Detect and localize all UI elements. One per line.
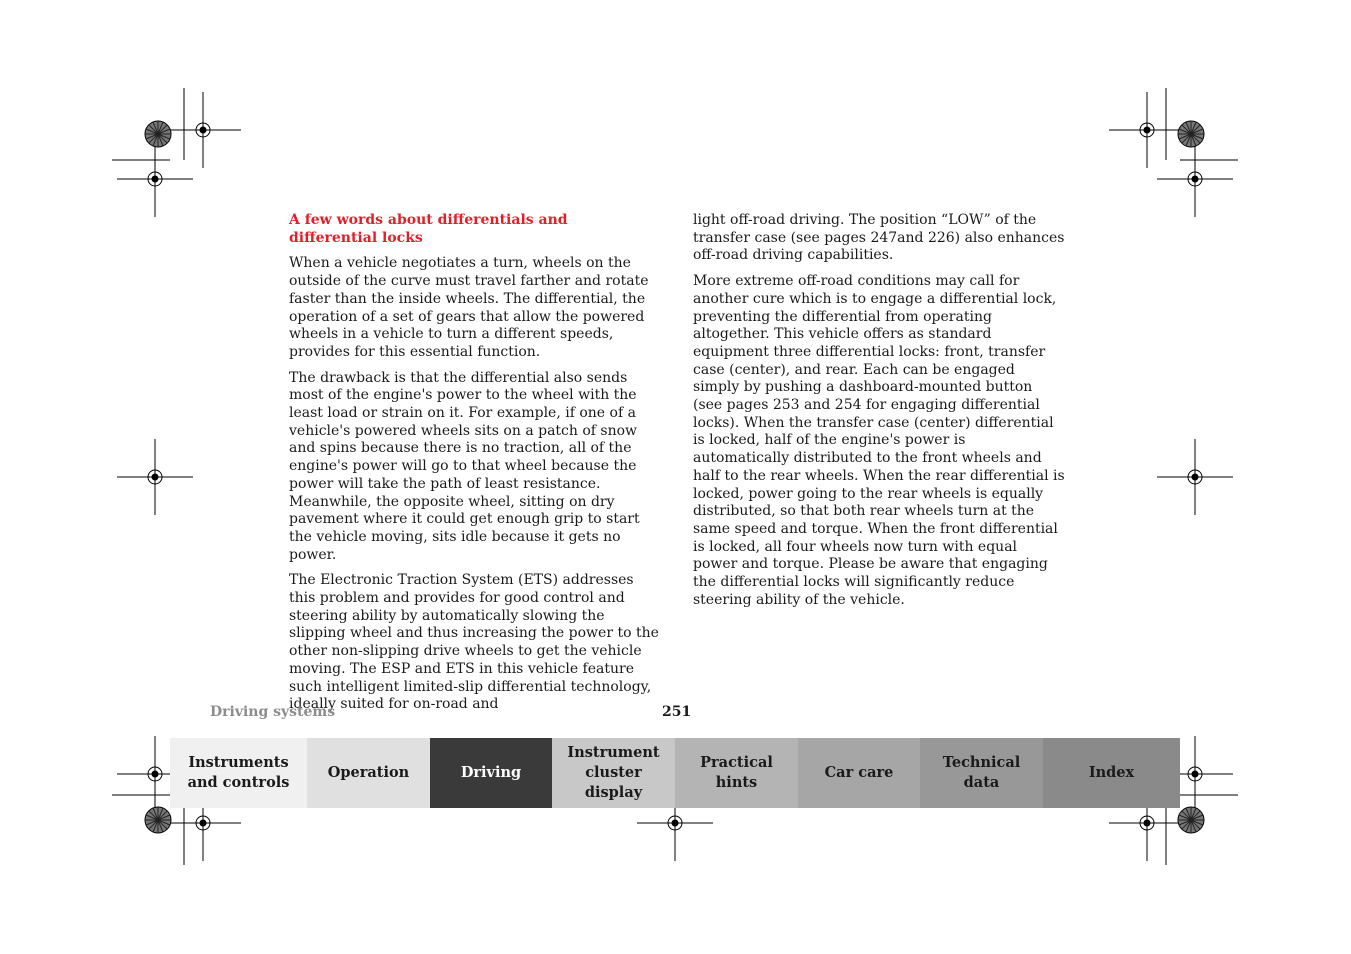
tab-label: Driving bbox=[460, 764, 522, 781]
color-star-icon bbox=[145, 807, 171, 833]
footer-section-title: Driving systems bbox=[210, 704, 336, 720]
section-heading: A few words about differentials and differential locks bbox=[289, 212, 568, 246]
paragraph: When a vehicle negotiates a turn, wheels on the outside of the curve must travel farther and rotate faster than the inside wheels. The differential, the operation of a set of gears that allow the powered wheels in a vehicle to turn a different speeds, provides for this essential function. bbox=[289, 255, 649, 360]
registration-mark-icon bbox=[165, 92, 241, 168]
color-star-icon bbox=[145, 121, 171, 147]
tab-instruments-and-controls[interactable] bbox=[170, 738, 307, 808]
tab-index[interactable] bbox=[1043, 738, 1180, 808]
paragraph: light off-road driving. The position “LOW” of the transfer case (see pages 247and 226) also enhances off-road driving capabilities. bbox=[693, 212, 1065, 264]
tab-label: Index bbox=[1088, 764, 1135, 781]
left-column bbox=[289, 212, 659, 722]
tab-label: Technical data bbox=[942, 754, 1021, 791]
tab-label: Operation bbox=[327, 764, 410, 781]
color-star-icon bbox=[1178, 121, 1204, 147]
registration-mark-icon bbox=[1157, 141, 1233, 217]
chapter-nav-bar bbox=[170, 738, 1180, 808]
color-star-icon bbox=[1178, 807, 1204, 833]
paragraph: More extreme off-road conditions may call for another cure which is to engage a differential lock, preventing the differential from operating altogether. This vehicle offers as standard equipment three differential locks: front, transfer case (center), and rear. Each can be engaged simply by pushing a dashboard-mounted button (see pages 253 and 254 for engaging differential locks). When the transfer case (center) differential is locked, half of the engine's power is automatically distributed to the front wheels and half to the rear wheels. When the rear differential is locked, power going to the rear wheels is equally distributed, so that both rear wheels turn at the same speed and torque. When the front differential is locked, all four wheels now turn with equal power and torque. Please be aware that engaging the differential locks will significantly reduce steering ability of the vehicle. bbox=[693, 273, 1065, 608]
tab-label: Car care bbox=[824, 764, 894, 781]
tab-label: Practical hints bbox=[700, 754, 773, 791]
tab-driving[interactable] bbox=[430, 738, 552, 808]
tab-operation[interactable] bbox=[307, 738, 430, 808]
tab-label: Instruments and controls bbox=[187, 754, 290, 791]
tab-car-care[interactable] bbox=[798, 738, 920, 808]
registration-mark-icon bbox=[1109, 92, 1185, 168]
registration-mark-icon bbox=[1157, 439, 1233, 515]
tab-technical-data[interactable] bbox=[920, 738, 1043, 808]
registration-mark-icon bbox=[117, 439, 193, 515]
registration-mark-icon bbox=[117, 141, 193, 217]
page-number: 251 bbox=[662, 704, 692, 720]
tab-instrument-cluster-display[interactable] bbox=[552, 738, 675, 808]
tab-practical-hints[interactable] bbox=[675, 738, 798, 808]
tab-label: Instrument cluster display bbox=[567, 744, 660, 801]
right-column bbox=[693, 212, 1065, 617]
paragraph: The Electronic Traction System (ETS) addresses this problem and provides for good control and steering ability by automatically slowing the slipping wheel and thus increasing the power to the other non-slipping drive wheels to get the vehicle moving. The ESP and ETS in this vehicle feature such intelligent limited-slip differential technology, ideally suited for on-road and bbox=[289, 572, 659, 713]
paragraph: The drawback is that the differential also sends most of the engine's power to the wheel with the least load or strain on it. For example, if one of a vehicle's powered wheels sits on a patch of snow and spins because there is no traction, all of the engine's power will go to that wheel because the power will take the path of least resistance. Meanwhile, the opposite wheel, sitting on dry pavement where it could get enough grip to start the vehicle moving, sits idle because it gets no power. bbox=[289, 369, 640, 563]
